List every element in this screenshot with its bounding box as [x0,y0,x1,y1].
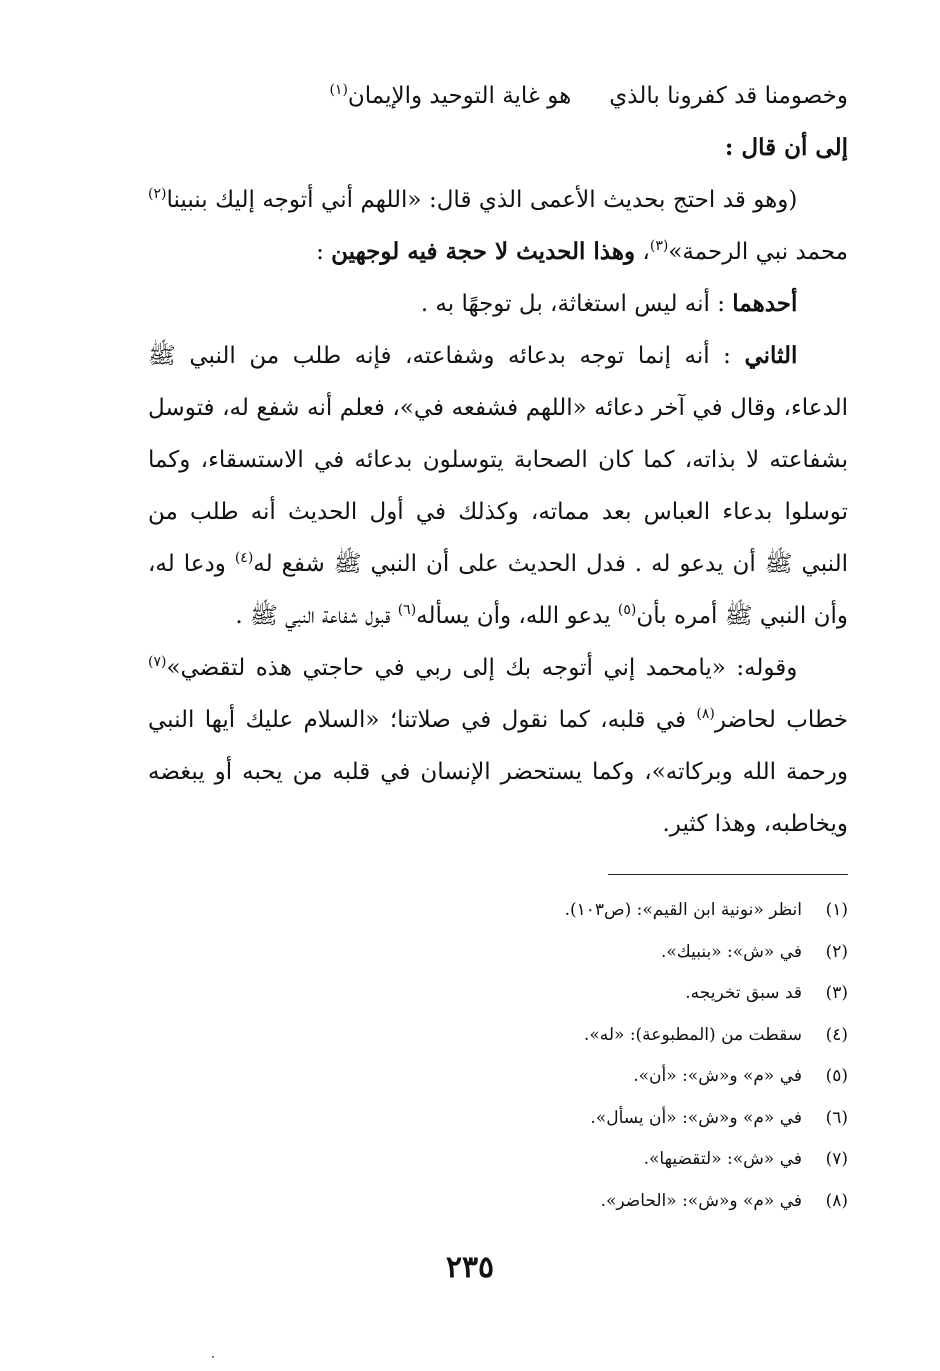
footnotes-list [148,890,848,1222]
first-reason-text: : أنه ليس استغاثة، بل توجهًا به . [420,291,733,317]
footnote-text: في «م» و«ش»: «الحاضر». [600,1190,802,1211]
first-reason-label: أحدهما [732,290,798,317]
second-reason-text-3: يدعو الله، وأن يسأله [416,603,618,629]
footnote-ref-1: (١) [329,82,348,98]
footnote-item [148,1139,848,1181]
footnote-number: (٢) [825,941,848,962]
footnote-separator [608,874,848,875]
footnote-ref-6: (٦) [397,602,417,618]
footnote-item [148,932,848,974]
footnote-ref-4: (٤) [234,550,254,566]
footnote-number: (١) [825,900,848,920]
address-text-2: خطاب لحاضر [714,707,849,733]
footnote-text: في «ش»: «لتقضيها». [643,1149,802,1169]
footnote-text: قد سبق تخريجه. [685,983,802,1003]
verse-line [148,70,848,122]
footnote-text: انظر «نونية ابن القيم»: (ص١٠٣). [564,900,802,920]
second-reason-text-2: ودعا له، وأن النبي ﷺ أمره بأن [148,551,848,629]
footnote-item [148,973,848,1015]
footnote-number: (٦) [825,1107,848,1128]
footnote-ref-5: (٥) [617,602,637,618]
address-text: وقوله: «يامحمد إني أتوجه بك إلى ربي في حاجتي هذه لتقضي» [166,655,798,681]
footnote-text: في «ش»: «بنبيك». [660,941,802,962]
footnote-text: سقطت من (المطبوعة): «له». [583,1024,802,1045]
footnote-item [148,1098,848,1140]
footnote-ref-7: (٧) [148,654,167,670]
footnote-ref-8: (٨) [696,706,715,722]
footnote-item [148,890,848,932]
footnote-number: (٥) [825,1066,848,1086]
quote-text-2: محمد نبي الرحمة» [668,239,848,265]
footnote-number: (٣) [825,983,848,1003]
quote-text: (وهو قد احتج بحديث الأعمى الذي قال: «اللهم أني أتوجه إليك بنبينا [166,187,798,213]
quote-bold-claim: وهذا الحديث لا حجة فيه لوجهين [331,238,636,265]
footnote-text: في «م» و«ش»: «أن». [633,1066,802,1086]
quote-text-4: : [316,239,332,265]
address-text-3: في قلبه، كما نقول في صلاتنا؛ «السلام عليك أيها النبي ورحمة الله وبركاته»، وكما يستحضر الإنسان في قلبه من يحبه أو يبغضه ويخاطبه، وهذا كثير. [148,707,848,837]
scan-speck [212,1356,214,1358]
second-reason-text: : أنه إنما توجه بدعائه وشفاعته، فإنه طلب من النبي ﷺ الدعاء، وقال في آخر دعائه «اللهم فشفعه في»، فعلم أنه شفع له، فتوسل بشفاعته لا بذاته، كما كان الصحابة يتوسلون بدعائه في الاستسقاء، وكما توسلوا بدعاء العباس بعد مماته، وكذلك في أول الحديث أنه طلب من النبي ﷺ أن يدعو له . فدل الحديث على أن النبي ﷺ شفع له [148,343,848,577]
footnote-item [148,1181,848,1223]
footnote-number: (٨) [825,1190,848,1211]
footnote-number: (٤) [825,1024,848,1045]
paragraph-quote [148,174,848,278]
main-text [148,70,848,850]
footnote-item [148,1015,848,1057]
paragraph-first-reason [148,278,848,330]
quote-text-3: ، [635,239,650,265]
transition-line: إلى أن قال : [724,134,848,161]
paragraph-second-reason [148,330,848,642]
footnote-text: في «م» و«ش»: «أن يسأل». [590,1107,802,1128]
footnote-item [148,1056,848,1098]
footnote-ref-3: (٣) [649,238,669,254]
second-reason-label: الثاني [744,342,798,369]
footnote-ref-2: (٢) [148,186,167,202]
verse-second-hemistich: هو غاية التوحيد والإيمان [347,83,572,109]
second-reason-text-4: قبول شفاعة النبي ﷺ . [235,603,398,629]
paragraph-address [148,642,848,850]
page-number: ٢٣٥ [445,1250,495,1285]
verse-first-hemistich: وخصومنا قد كفرونا بالذي [609,83,848,109]
footnote-number: (٧) [825,1149,848,1169]
